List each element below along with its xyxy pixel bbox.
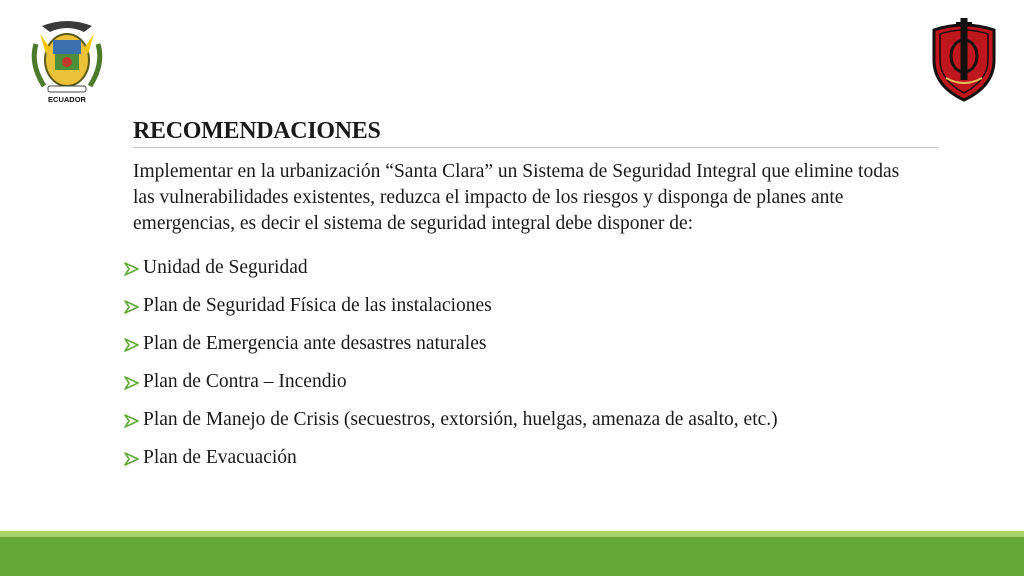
arrow-bullet-icon bbox=[124, 300, 140, 314]
list-item bbox=[124, 363, 778, 401]
arrow-bullet-icon bbox=[124, 452, 140, 466]
intro-paragraph: Implementar en la urbanización “Santa Clara” un Sistema de Seguridad Integral que elimine todas las vulnerabilidades existentes, reduzca el impacto de los riesgos y disponga de planes ante emergencias, es decir el sistema de seguridad integral debe disponer de: bbox=[133, 161, 900, 234]
list-item-text: Plan de Emergencia ante desastres naturales bbox=[143, 333, 487, 354]
arrow-bullet-icon bbox=[124, 376, 140, 390]
list-item bbox=[124, 401, 778, 439]
title-divider bbox=[133, 147, 938, 148]
list-item bbox=[124, 249, 778, 287]
slide-title: RECOMENDACIONES bbox=[133, 118, 381, 144]
footer-band bbox=[0, 537, 1024, 576]
arrow-bullet-icon bbox=[124, 414, 140, 428]
list-item bbox=[124, 287, 778, 325]
arrow-bullet-icon bbox=[124, 262, 140, 276]
list-item-text: Plan de Manejo de Crisis (secuestros, extorsión, huelgas, amenaza de asalto, etc.) bbox=[143, 409, 778, 430]
list-item bbox=[124, 439, 778, 477]
list-item-text: Plan de Evacuación bbox=[143, 447, 297, 468]
red-shield-logo bbox=[926, 16, 1002, 102]
ecuador-coat-of-arms-logo bbox=[22, 14, 112, 106]
arrow-bullet-icon bbox=[124, 338, 140, 352]
emblem-caption: ECUADOR bbox=[48, 95, 86, 104]
list-item-text: Unidad de Seguridad bbox=[143, 257, 308, 278]
list-item-text: Plan de Seguridad Física de las instalaciones bbox=[143, 295, 492, 316]
recommendation-list bbox=[124, 249, 778, 477]
list-item-text: Plan de Contra – Incendio bbox=[143, 371, 347, 392]
list-item bbox=[124, 325, 778, 363]
